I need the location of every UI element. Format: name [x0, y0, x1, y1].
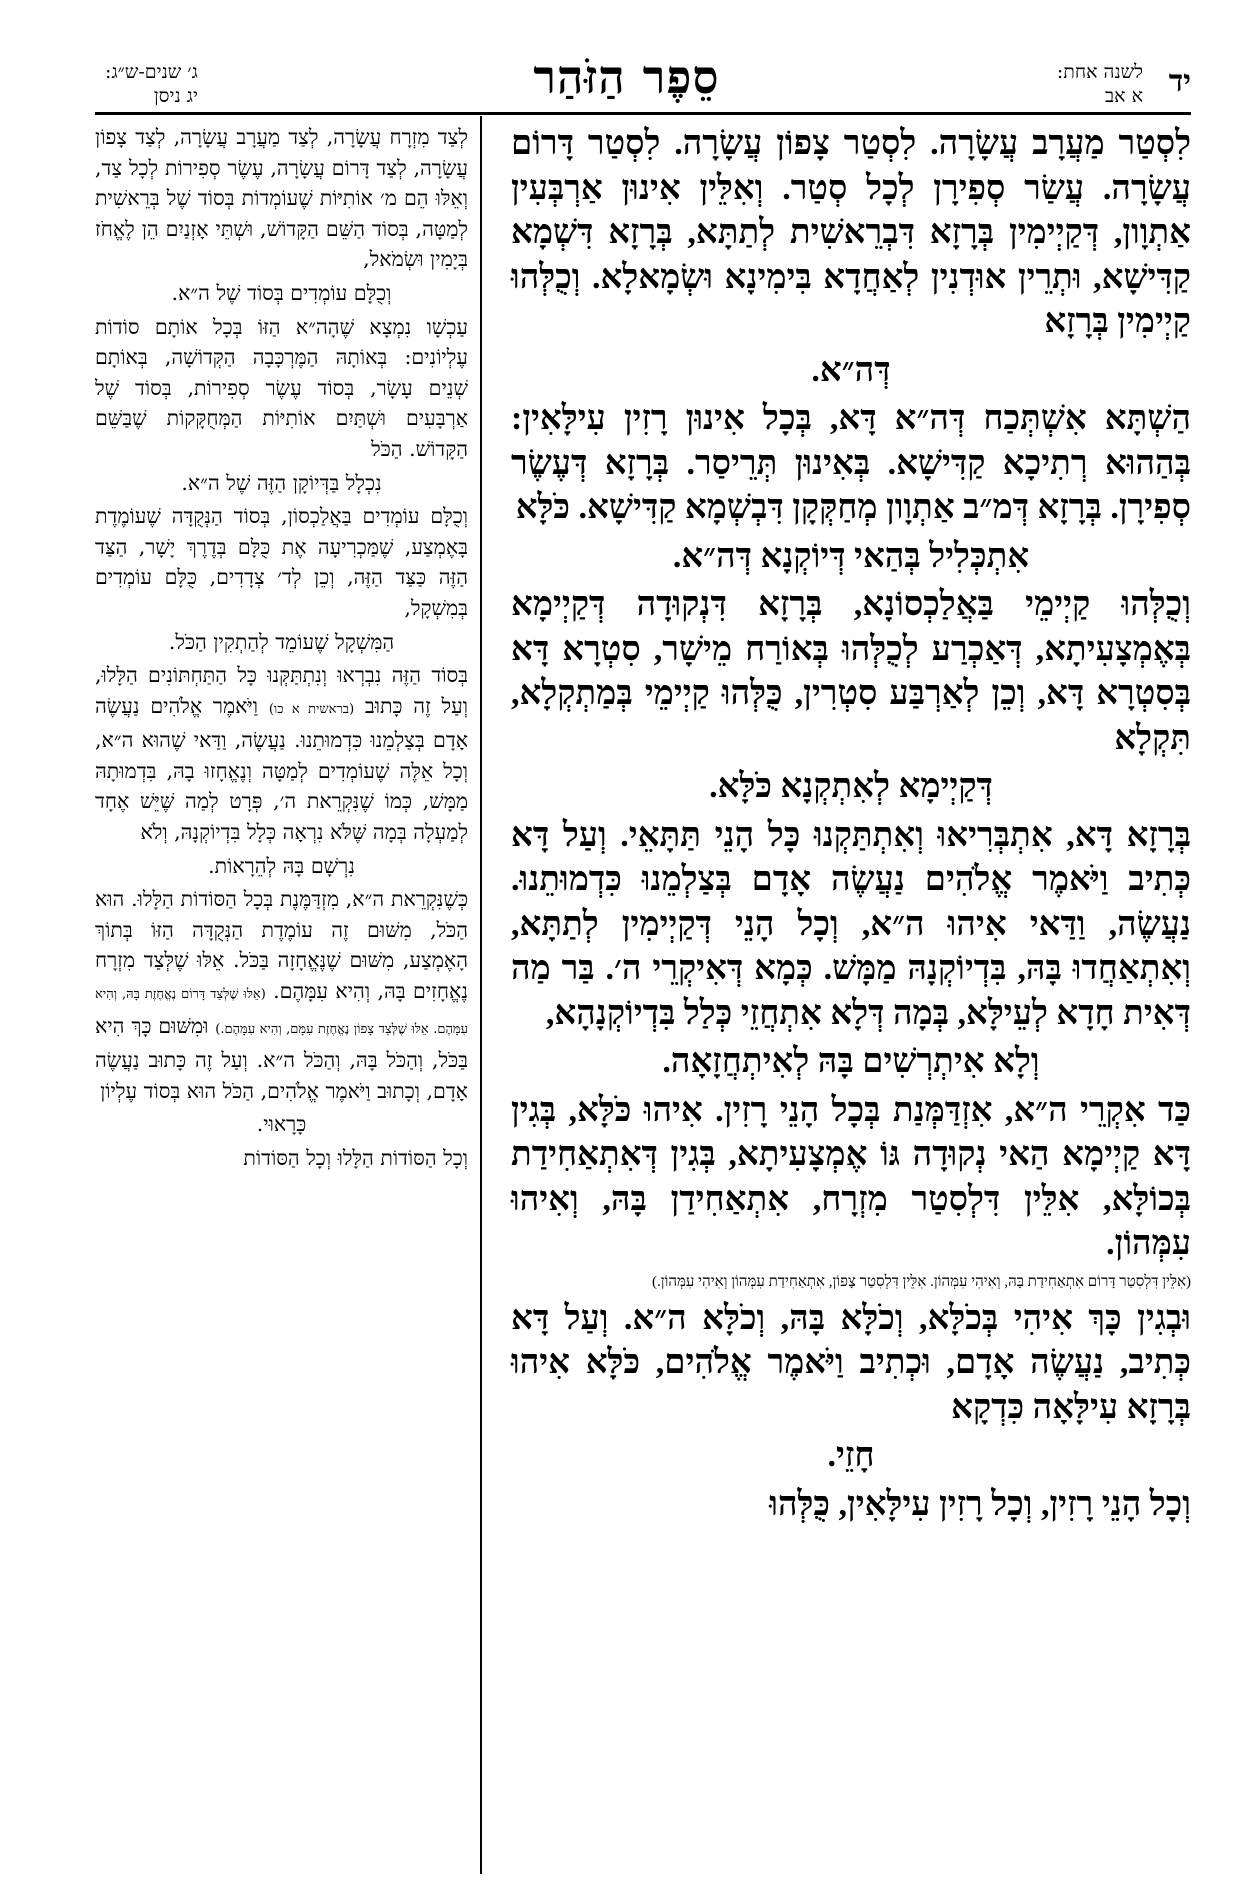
side-paragraph-4 — [95, 660, 468, 848]
side-p5-cont: וּמִשּׁוּם כָּךְ הִיא בַּכֹּל, וְהַכֹּל בָּהּ, וְהַכֹּל ה״א. וְעַל זֶה כָּתוּב נַעֲשֶׂה אָדָם, וְכָתוּב וַיֹּאמֶר אֱלֹהִים, הַכֹּל הוּא בְּסוֹד עֶלְיוֹן — [95, 1013, 468, 1103]
header-left-line1: ג׳ שנים-ש״ג: — [105, 61, 198, 83]
main-paragraph-5-note: (אִלֵּין דִּלְסִטַר דָּרוֹם אִתְאַחִידַת בָּהּ, וְאִיהִי עִמְּהוֹן. אִלֵּין דִּלְסִטַר צָפוֹן, אִתְאַחִידַת עִמְּהוֹן וְאִיהִי עִמְּהוֹן.) — [651, 1273, 1191, 1290]
aramaic-main-column — [511, 122, 1191, 1531]
page-number: יד — [1168, 64, 1191, 99]
main-paragraph-1-end: דְּה״א. — [811, 351, 891, 389]
header-right-line1: לשנה אחת: — [1056, 61, 1143, 83]
side-paragraph-5 — [95, 884, 468, 1106]
side-paragraph-2: עַכְשָׁו נִמְצָא שֶׁהָה״א הַזּוֹ בְּכָל אוֹתָם סוֹדוֹת עֶלְיוֹנִים: בְּאוֹתָהּ הַמֶּרְכָּבָה הַקְּדוֹשָׁה, בְּאוֹתָם שְׁנֵים עָשָׂר, בְּסוֹד עֶשֶׂר סְפִירוֹת, בְּסוֹד שֶׁל אַרְבָּעִים וּשְׁתַּיִם אוֹתִיּוֹת הַמְּחֻקָּקוֹת שֶׁבַּשֵּׁם הַקָּדוֹשׁ. הַכֹּל — [95, 314, 468, 461]
column-divider — [480, 116, 482, 1874]
side-p5-note: (אֵלּוּ שֶׁלְּצַד דָּרוֹם נֶאֱחֶזֶת בָּהּ, וְהִיא עִמָּהֶם. אֵלּוּ שֶׁלְּצַד צָפוֹן נֶאֱחֶזֶת עִמָּם, וְהִיא עִמָּהֶם.) — [95, 987, 468, 1037]
main-paragraph-2: הַשְׁתָּא אִשְׁתְּכַח דְּה״א דָּא, בְּכָל אִינוּן רָזִין עִילָּאִין: בְּהַהוּא רְתִיכָא קַדִּישָׁא. בְּאִינוּן תְּרֵיסַר. בְּרָזָא דְּעֶשֶׂר סְפִירָן. בְּרָזָא דְּמ״ב אַתְוָון מְחַקְּקָן דִּבְשְׁמָא קַדִּישָׁא. כֹּלָּא — [511, 400, 1191, 526]
main-paragraph-5: כַּד אִקְרֵי ה״א, אִזְדַּמְּנַת בְּכָל הָנֵי רָזִין. אִיהוּ כֹּלָּא, בְּגִין דָּא קַיְימָא הַאי נְקוּדָה גּוֹ אֶמְצָעִיתָא, בְּגִין דְּאִתְאַחִידַת בְּכוֹלָּא, אִלֵּין דִּלְסִטַר מִזְרָח, אִתְאַחִידַן בָּהּ, וְאִיהוּ עִמְּהוֹן. — [511, 1091, 1191, 1262]
header-study-schedule-left — [105, 60, 198, 108]
side-paragraph-6: וְכָל הַסּוֹדוֹת הַלָּלוּ וְכָל הַסּוֹדוֹת — [243, 1146, 468, 1170]
main-paragraph-1 — [511, 122, 1191, 345]
verse-reference: (בראשית א כו) — [268, 701, 355, 717]
main-paragraph-6: וְכָל הָנֵי רָזִין, וְכָל רָזִין עִילָּאִין, כֻּלְּהוּ — [769, 1485, 1191, 1523]
side-paragraph-1-end: וְכֻלָּם עוֹמְדִים בְּסוֹד שֶׁל ה״א. — [171, 280, 392, 305]
main-paragraph-3-end: דְּקַיְימָא לְאִתְקְנָא כֹּלָּא. — [709, 768, 993, 805]
header-rule — [95, 112, 1191, 115]
side-paragraph-1: לְצַד מִזְרָח עֲשָׂרָה, לְצַד מַעֲרָב עֲשָׂרָה, לְצַד צָפוֹן עֲשָׂרָה, לְצַד דָּרוֹם עֲשָׂרָה, עֶשֶׂר סְפִירוֹת לְכָל צַד, וְאֵלּוּ הֵם מ׳ אוֹתִיּוֹת שֶׁעוֹמְדוֹת בְּסוֹד שֶׁל בְּרֵאשִׁית לְמַטָּה, בְּסוֹד הַשֵּׁם הַקָּדוֹשׁ, וּשְׁתֵּי אָזְנַיִם הֵן לֶאֱחֹז בְּיָמִין וּשְׂמֹאל, — [95, 125, 468, 272]
side-paragraph-3-end: הַמִּשְׁקָל שֶׁעוֹמֵד לְהַתְקִין הַכֹּל. — [168, 629, 395, 654]
book-title: סֵפֶר הַזֹּהַר — [533, 50, 720, 104]
header-left-line2: יג ניסן — [153, 85, 198, 107]
main-paragraph-4-end: וְלָא אִיתְרְשִׁים בָּהּ לְאִיתְחֲזָאָה. — [662, 1043, 1040, 1080]
main-paragraph-2-end: אִתְכְּלִיל בְּהַאי דְּיוֹקְנָא דְּה״א. — [672, 537, 1030, 575]
main-paragraph-5-cont: וּבְגִין כָּךְ אִיהִי בְּכֹלָּא, וְכֹלָּא בָּהּ, וְכֹלָּא ה״א. וְעַל דָּא כְּתִיב, נַעֲשֶׂה אָדָם, וּכְתִיב וַיֹּאמֶר אֱלֹהִים, כֹּלָּא אִיהוּ בְּרָזָא עִילָּאָה כִּדְקָא — [511, 1299, 1191, 1426]
main-paragraph-5-end: חָזֵי. — [827, 1437, 875, 1474]
main-p1-text: לִסְטַר מַעֲרָב עֲשָׂרָה. לִסְטַר צָפוֹן עֲשָׂרָה. לִסְטַר דָּרוֹם עֲשָׂרָה. עֲשַׂר סְפִירָן לְכָל סְטַר. וְאִלֵּין אִינוּן אַרְבְּעִין אַתְוָון, דְּקַיְימִין בְּרָזָא דִּבְרֵאשִׁית לְתַתָּא, בְּרָזָא דִּשְׁמָא קַדִּישָׁא, וּתְרֵין אוּדְנִין לְאַחֲדָא בִּימִינָא וּשְׂמָאלָא. וְכֻלְּהוּ קַיְימִין בְּרָזָא — [511, 125, 1191, 340]
main-paragraph-3: וְכֻלְּהוּ קַיְימֵי בַּאֲלַכְסוֹנָא, בְּרָזָא דִּנְקוּדָה דְּקַיְימָא בְּאֶמְצָעִיתָא, דְּאַכְרַע לְכֻלְּהוּ בְּאוֹרַח מֵישָׁר, סִטְרָא דָּא בְּסִטְרָא דָּא, וְכֵן לְאַרְבַּע סִטְרִין, כֻּלְּהוּ קַיְימֵי בְּמַתְקְלָא, תִּקְלָא — [511, 586, 1191, 757]
header-right-line2: א אב — [1105, 85, 1143, 107]
main-paragraph-4: בְּרָזָא דָּא, אִתְבְּרִיאוּ וְאִתְתַּקְנוּ כָּל הָנֵי תַּתָּאֵי. וְעַל דָּא כְּתִיב וַיֹּאמֶר אֱלֹהִים נַעֲשֶׂה אָדָם בְּצַלְמֵנוּ כִּדְמוּתֵנוּ. נַעֲשֶׂה, וַדַּאי אִיהוּ ה״א, וְכָל הָנֵי דְּקַיְימִין לְתַתָּא, וְאִתְאַחֲדוּ בָּהּ, בִּדְיוֹקְנָהּ מַמָּשׁ. כְּמָא דְּאִיקְרֵי ה׳. בַּר מַה דְּאִית חָדָא לְעֵילָּא, בְּמָה דְּלָא אִתְחֲזֵי כְּלַל בִּדְיוֹקְנָהָא, — [511, 816, 1191, 1032]
side-paragraph-5-end: כָּרָאוּי. — [256, 1112, 307, 1137]
side-p4-cont: וַיֹּאמֶר אֱלֹהִים נַעֲשֶׂה אָדָם בְּצַלְמֵנוּ כִּדְמוּתֵנוּ. נַעֲשֶׂה, וַדַּאי שֶׁהוּא ה״א, וְכָל אֵלֶּה שֶׁעוֹמְדִים לְמַטָּה וְנֶאֱחָזוּ בָהּ, בִּדְמוּתָהּ מַמָּשׁ, כְּמוֹ שֶׁנִּקְרֵאת ה׳, פְּרָט לְמַה שֶּׁיֵּשׁ אֶחָד לְמַעְלָה בְּמָה שֶּׁלֹּא נִרְאָה כְּלָל בִּדְיוֹקְנָהּ, וְלֹא — [95, 693, 468, 845]
side-paragraph-3: וְכֻלָּם עוֹמְדִים בַּאֲלַכְסוֹן, בְּסוֹד הַנְּקֻדָּה שֶׁעוֹמֶדֶת בָּאֶמְצַע, שֶׁמַּכְרִיעָה אֶת כֻּלָּם בְּדֶרֶךְ יָשָׁר, הַצַּד הַזֶּה כַּצַּד הַזֶּה, וְכֵן לְד׳ צְדָדִים, כֻּלָּם עוֹמְדִים בְּמִשְׁקָל, — [95, 504, 468, 620]
side-p4-text: בְּסוֹד הַזֶּה נִבְרְאוּ וְנִתְתַּקְּנוּ כָּל הַתַּחְתּוֹנִים הַלָּלוּ, וְעַל זֶה כָּתוּב — [95, 663, 468, 718]
side-paragraph-4-end: נִרְשָׁם בָּהּ לְהֵרָאוֹת. — [208, 853, 355, 878]
side-paragraph-2-end: נִכְלָל בַּדְּיוֹקָן הַזֶּה שֶׁל ה״א. — [181, 470, 382, 495]
hebrew-translation-column — [95, 122, 468, 1177]
side-p5-text: כְּשֶׁנִּקְרֵאת ה״א, מִזְדַּמֶּנֶת בְּכָל הַסּוֹדוֹת הַלָּלוּ. הוּא הַכֹּל, מִשּׁוּם זֶה עוֹמֶדֶת הַנְּקֻדָּה הַזּוֹ בְּתוֹךְ הָאֶמְצַע, מִשּׁוּם שֶׁנֶּאֱחָזָה בַּכֹּל. אֵלּוּ שֶׁלְּצַד מִזְרָח נֶאֱחָזִים בָּהּ, וְהִיא עִמָּהֶם. — [95, 887, 468, 1004]
